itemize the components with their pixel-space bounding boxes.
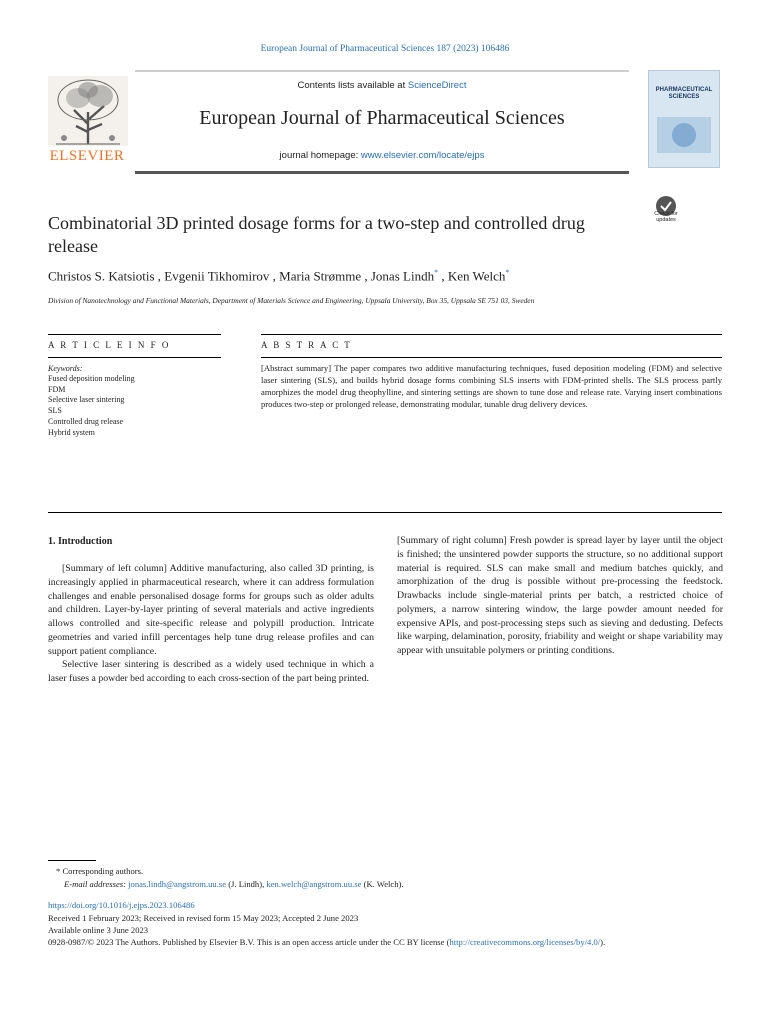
keyword: Selective laser sintering bbox=[48, 395, 125, 405]
cover-graphic bbox=[649, 71, 719, 167]
keyword: Controlled drug release bbox=[48, 416, 124, 426]
article-info-rule bbox=[48, 334, 221, 335]
keyword: Fused deposition modeling bbox=[48, 374, 135, 383]
corresponding-author-marker[interactable]: * bbox=[434, 268, 439, 277]
contents-prefix: Contents lists available at bbox=[297, 80, 408, 91]
journal-title: European Journal of Pharmaceutical Sciences bbox=[199, 107, 565, 129]
license-suffix: ). bbox=[600, 937, 606, 947]
doi-link[interactable]: https://doi.org/10.1016/j.ejps.2023.106486 bbox=[48, 900, 195, 910]
journal-cover[interactable] bbox=[648, 70, 720, 168]
homepage-link[interactable]: www.elsevier.com/locate/ejps bbox=[360, 150, 485, 161]
email-suffix-welch: (K. Welch). bbox=[361, 879, 404, 889]
keywords-rule bbox=[48, 357, 221, 358]
affiliation: Division of Nanotechnology and Functional Materials, Department of Materials Science and Engineering, Uppsala University, Box 35, Uppsala SE 751 03, Sweden bbox=[48, 296, 535, 305]
author-name[interactable]: Ken Welch bbox=[447, 268, 506, 284]
homepage-prefix: journal homepage: bbox=[279, 150, 361, 161]
abstract-inner-rule bbox=[261, 357, 722, 358]
keyword: FDM bbox=[48, 384, 66, 394]
author-list: Christos S. Katsiotis , Evgenii Tikhomirov , Maria Strømme , Jonas Lindh* , Ken Welch* bbox=[48, 268, 510, 284]
keyword: Hybrid system bbox=[48, 427, 95, 437]
right-column bbox=[397, 534, 723, 658]
article-info-heading: A R T I C L E I N F O bbox=[48, 340, 171, 350]
keywords-label: Keywords: bbox=[48, 364, 83, 373]
left-column bbox=[48, 562, 374, 686]
abstract-bottom-rule bbox=[48, 512, 722, 513]
journal-reference[interactable]: European Journal of Pharmaceutical Sciences 187 (2023) 106486 bbox=[260, 44, 510, 54]
paragraph: [Summary of left column] Additive manufacturing, also called 3D printing, is increasingly applied in pharmaceutical research, where it can address formulation challenges and enable personalised dosage forms for groups such as older adults and children. Layer-by-layer printing of several materials and active ingredients allows controlled and site-specific release and polypill production. Intricate geometries and varied infill percentages help tune drug release profiles and can support patient compliance. bbox=[48, 563, 374, 657]
received-dates: Received 1 February 2023; Received in revised form 15 May 2023; Accepted 2 June 2023 bbox=[48, 913, 359, 923]
email-footnote bbox=[64, 879, 404, 889]
license-line bbox=[48, 937, 748, 947]
masthead-bottom-rule bbox=[135, 171, 629, 174]
author-name[interactable]: Maria Strømme bbox=[279, 268, 362, 284]
keyword-list bbox=[48, 374, 135, 438]
check-for-updates-label[interactable]: Check for updates bbox=[654, 211, 678, 223]
author-name[interactable]: Christos S. Katsiotis bbox=[48, 268, 155, 284]
author-name[interactable]: Evgenii Tikhomirov bbox=[164, 268, 270, 284]
footnote-rule bbox=[48, 860, 96, 861]
keyword: SLS bbox=[48, 406, 62, 416]
corresponding-footnote bbox=[56, 866, 143, 876]
cover-title: PHARMACEUTICAL SCIENCES bbox=[655, 87, 713, 100]
introduction-heading: 1. Introduction bbox=[48, 536, 113, 547]
masthead-top-rule bbox=[135, 70, 629, 72]
abstract-heading: A B S T R A C T bbox=[261, 340, 352, 350]
online-date: Available online 3 June 2023 bbox=[48, 925, 149, 935]
corresponding-author-marker[interactable]: * bbox=[505, 268, 510, 277]
publisher-name: ELSEVIER bbox=[49, 148, 125, 164]
abstract-text: [Abstract summary] The paper compares two additive manufacturing techniques, fused deposition modeling (FDM) and selective laser sintering (SLS), and builds hybrid dosage forms combining SLS inserts with FDM-printed shells. The SLS process partly amorphizes the model drug theophylline, and sintering settings are shown to tune dose and release rate. Varying insert combinations produces two-step or prolonged release, demonstrating modular, tunable drug delivery devices. bbox=[261, 363, 722, 410]
license-link[interactable]: http://creativecommons.org/licenses/by/4.0/ bbox=[449, 937, 601, 947]
paragraph: Selective laser sintering is described as a widely used technique in which a laser fuses a powder bed according to each cross-section of the part being printed. bbox=[48, 659, 374, 684]
article-title: Combinatorial 3D printed dosage forms for a two-step and controlled drug release bbox=[48, 213, 585, 257]
journal-homepage bbox=[135, 150, 629, 161]
sciencedirect-link[interactable]: ScienceDirect bbox=[407, 80, 467, 91]
email-link-lindh[interactable]: jonas.lindh@angstrom.uu.se bbox=[128, 879, 227, 889]
contents-line bbox=[135, 80, 629, 91]
corresponding-label: Corresponding authors. bbox=[62, 866, 144, 876]
footnote-marker: * bbox=[56, 866, 63, 876]
paragraph: [Summary of right column] Fresh powder is spread layer by layer until the object is finished; the unsintered powder supports the structure, so no additional support material is required. SLS can make small and medium batches quickly, and amorphization of the drug is possible without pre-processing the feedstock. Drawbacks include single-material prints per batch, a restricted choice of polymers, a narrow sintering window, the large powder amount needed for expensive APIs, and post-processing steps such as sieving and dedusting. Defects like warping, delamination, porosity, friability and weight or shape variability may appear with unsuitable polymers or printing conditions. bbox=[397, 535, 723, 656]
abstract-rule bbox=[261, 334, 722, 335]
email-suffix-lindh: (J. Lindh), bbox=[226, 879, 265, 889]
email-label: E-mail addresses: bbox=[64, 879, 126, 889]
license-prefix: 0928-0987/© 2023 The Authors. Published by Elsevier B.V. This is an open access article under the CC BY license ( bbox=[48, 937, 450, 947]
email-link-welch[interactable]: ken.welch@angstrom.uu.se bbox=[266, 879, 362, 889]
author-name[interactable]: Jonas Lindh bbox=[370, 268, 435, 284]
